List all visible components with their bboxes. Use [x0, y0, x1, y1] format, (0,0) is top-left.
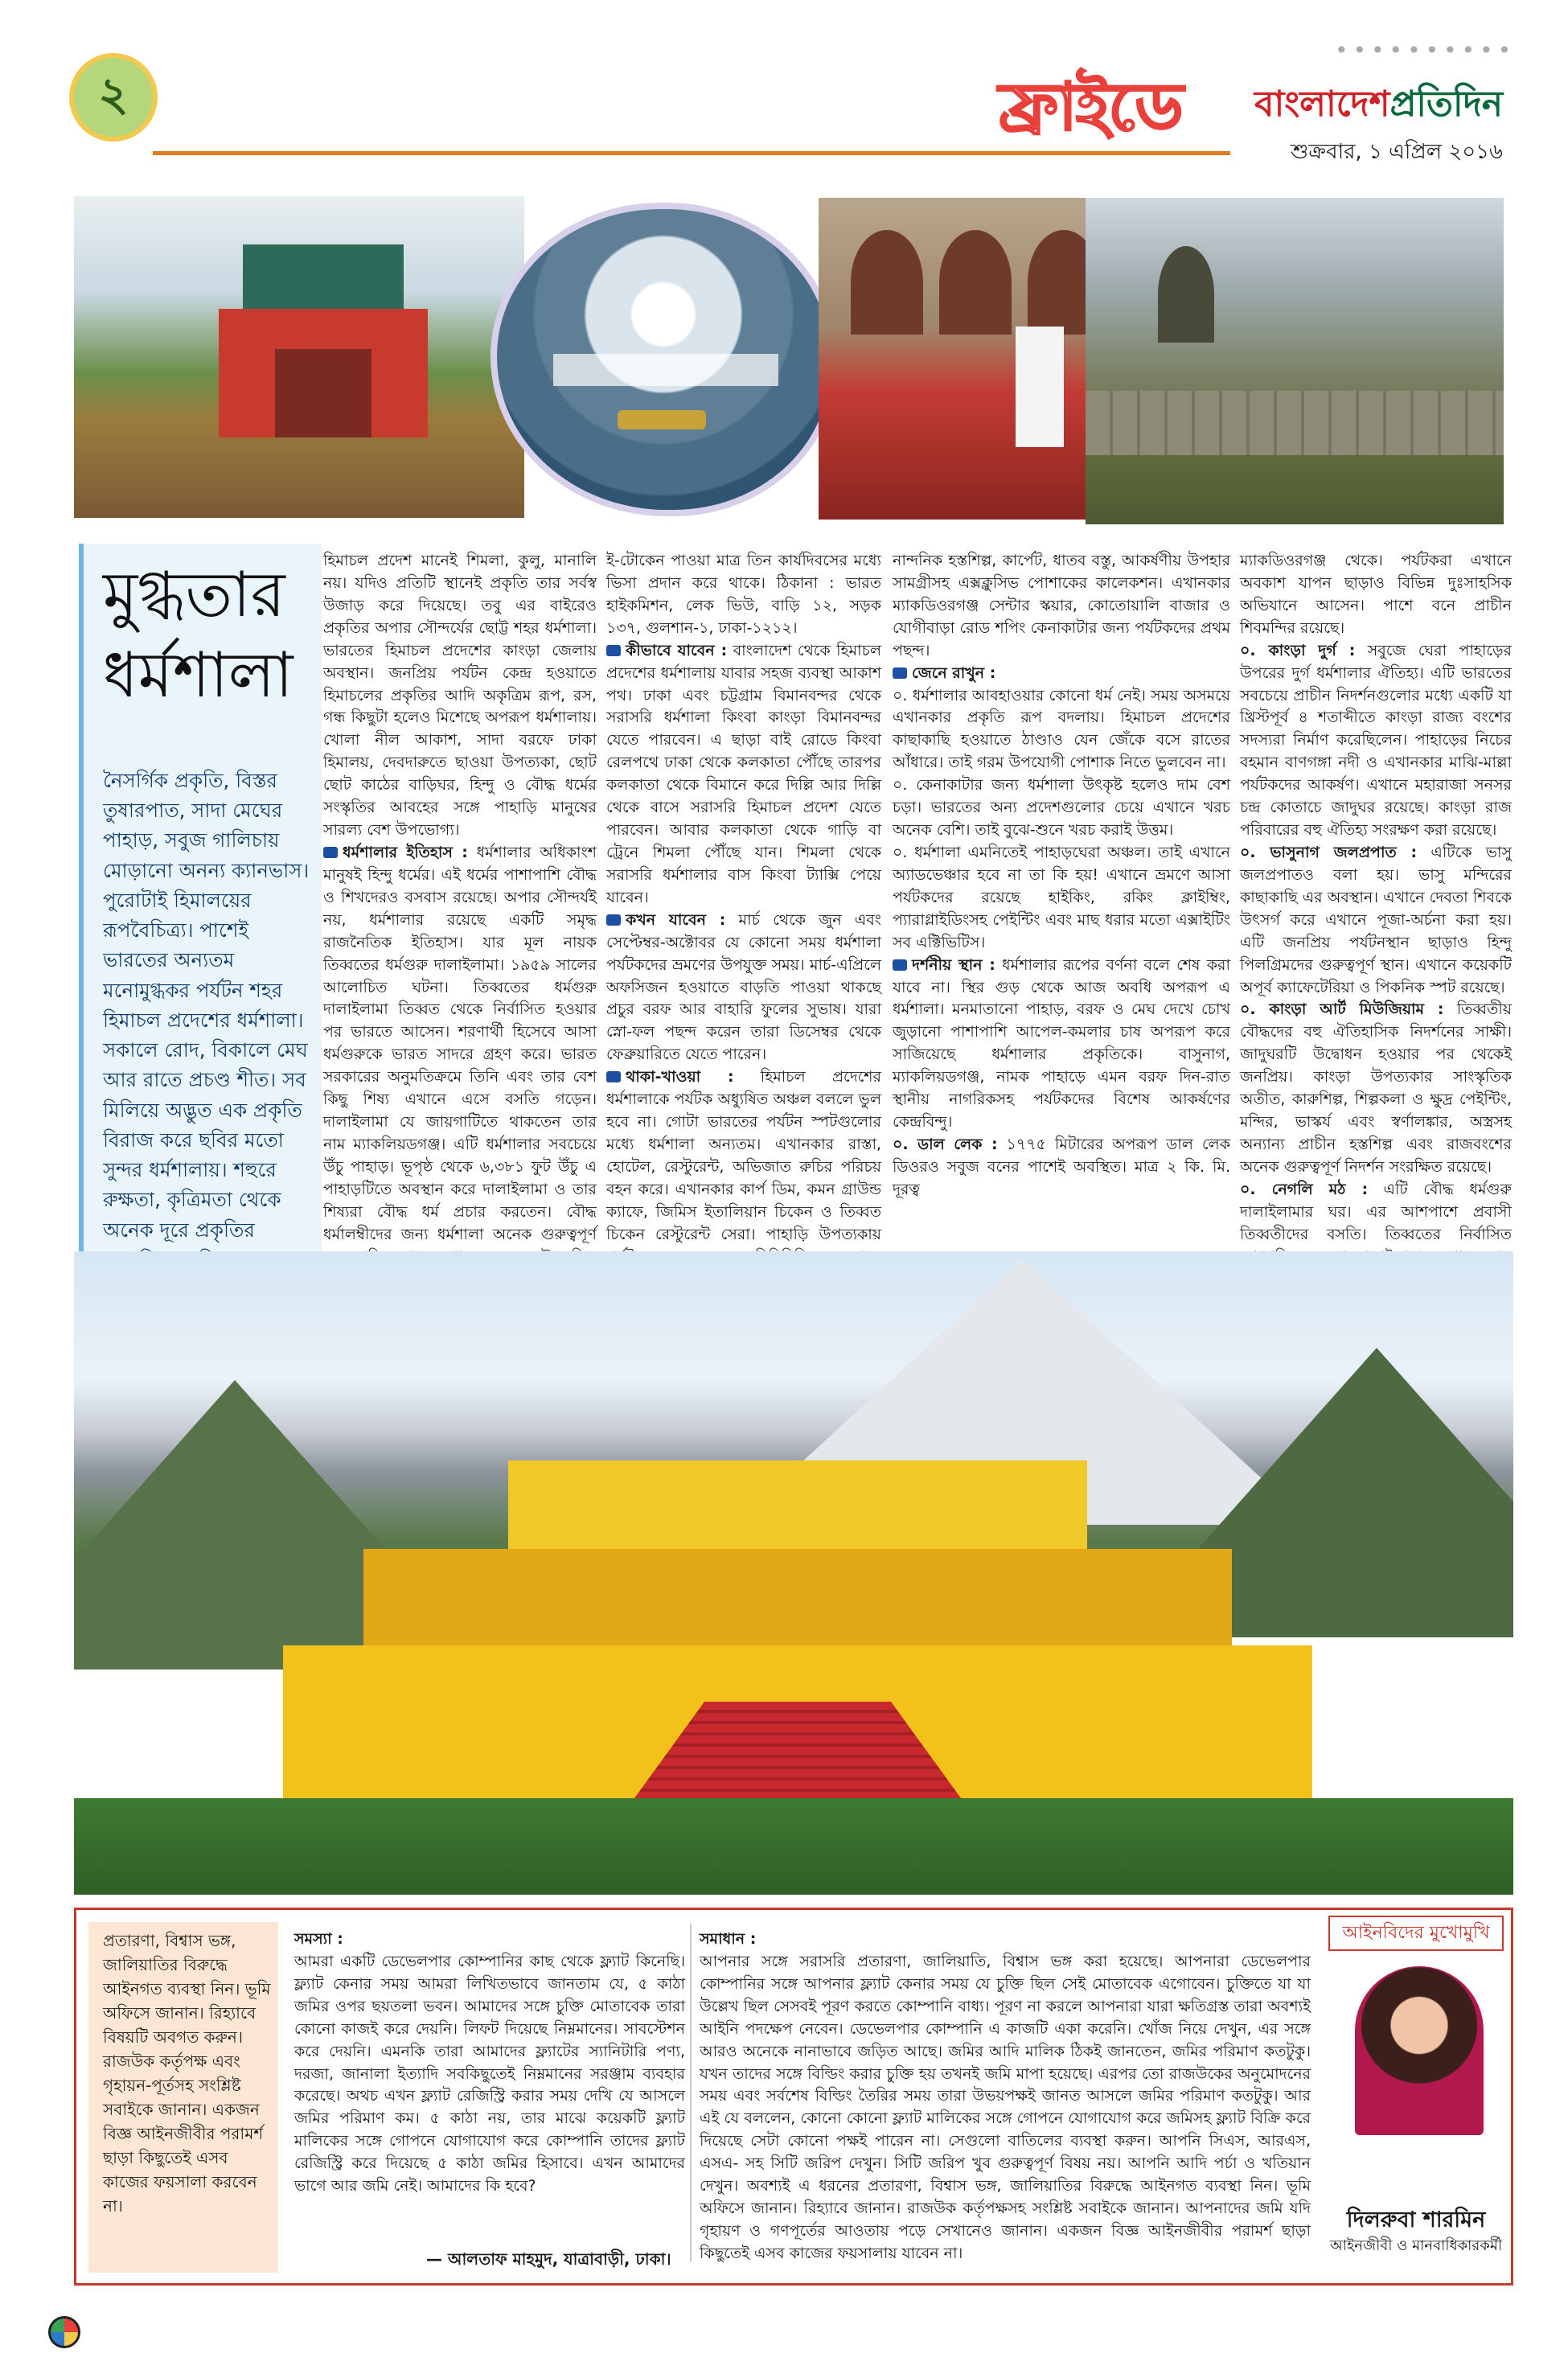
issue-date: শুক্রবার, ১ এপ্রিল ২০১৬ — [1291, 140, 1503, 164]
c2-subhead-how-to-go: কীভাবে যাবেন : — [626, 641, 728, 659]
photo-fort-ruins — [1086, 198, 1504, 524]
legal-problem-text: আমরা একটি ডেভেলপার কোম্পানির কাছ থেকে ফ্ল্যাট কিনেছি। ফ্ল্যাট কেনার সময় আমরা লিখিতভাবে জানতাম যে, ৫ কাঠা জমির ওপর ছয়তলা ভবন। আমাদের সঙ্গে চুক্তি মোতাবেক তারা কোনো কাজই করে দেয়নি। লিফট দিয়েছে নিম্নমানের। সাবস্টেশন করে দেয়নি। এমনকি তারা আমাদের ফ্ল্যাটের স্যানিটারি পণ্য, দরজা, জানালা ইত্যাদি সবকিছুতেই নিম্নমানের সরঞ্জাম ব্যবহার করেছে। অথচ এখন ফ্ল্যাট রেজিস্ট্রি করার সময় দেখি যে আসলে জমির পরিমাণ কম। ৫ কাঠা নয়, তার মাঝে কয়েকটি ফ্ল্যাট মালিকের সঙ্গে গোপনে যোগাযোগ করে কোম্পানি তাদের ফ্ল্যাট রেজিস্ট্রি করে দিয়েছে ৫ কাঠা জমির হিসাবে। এখন আমাদের ভাগে আর জমি নেই। আমাদের কি হবে? — [294, 1952, 685, 2195]
article-column-2 — [606, 550, 881, 1336]
legal-divider — [690, 1924, 692, 2261]
legal-problem-heading: সমস্যা : — [294, 1930, 343, 1948]
c3-subhead-dal-lake: ০. ডাল লেক : — [893, 1135, 998, 1153]
c4-paragraph-5: এটি বৌদ্ধ ধর্মগুরু দালাইলামার ঘর। এর আশপাশে প্রবাসী তিব্বতীদের বসতি। তিব্বতের নির্বাসিত — [1240, 1180, 1512, 1243]
c4-paragraph-2: সবুজে ঘেরা পাহাড়ের উপরের দুর্গ ধর্মশালার ঐতিহ্য। এটি ভারতের সবচেয়ে প্রাচীন নিদর্শনগুলোর মধ্যে একটি যা খ্রিস্টপূর্ব ৪ শতাব্দীতে কাংড়া রাজ্য বংশের সদস্যরা নির্মাণ করেছিলেন। পাহাড়ের নিচের বহমান বাণগঙ্গা নদী ও এখানকার মাঝি-মাল্লা পর্যটকদের আকর্ষণ। এখানে মহারাজা সনসর চন্দ্র কোতাচে জাদুঘর রয়েছে। কাংড়া রাজ পরিবারের বহু ঐতিহ্য সংরক্ষণ করা রয়েছে। — [1240, 641, 1512, 840]
legal-problem-signature: — আলতাফ মাহমুদ, যাত্রাবাড়ী, ঢাকা। — [426, 2249, 671, 2269]
bus-icon — [606, 645, 621, 656]
legal-solution-text: আপনার সঙ্গে সরাসরি প্রতারণা, জালিয়াতি, বিশ্বাস ভঙ্গ করা হয়েছে। আপনারা ডেভেলপার কোম্পানির সঙ্গে আপনার ফ্ল্যাট কেনার সময় যে চুক্তি ছিল সেই মোতাবেক এগোবেন। চুক্তিতে যা যা উল্লেখ ছিল সেসবই পূরণ করতে কোম্পানি বাধ্য। পূরণ না করলে আপনারা যারা ক্ষতিগ্রস্ত তারা অবশ্যই আইনি পদক্ষেপ নেবেন। ডেভেলপার কোম্পানি এ কাজটি একা করেনি। খোঁজ নিয়ে দেখুন, এর সঙ্গে আরও অনেকে নানাভাবে জড়িত আছে। জমির আদি মালিক ঠিকই জানতেন, জমির পরিমাণ কতটুকু। যখন তাদের সঙ্গে বিল্ডিং করার চুক্তি হয় তখনই জমি মাপা হয়েছে। এরপর তো রাজউকের অনুমোদনের সময় এবং সর্বশেষ বিল্ডিং তৈরির সময় তারা উভয়পক্ষই জানত আসলে জমির পরিমাণ কতটুকু। আর এই যে বললেন, কোনো কোনো ফ্ল্যাট মালিকের সঙ্গে গোপনে যোগাযোগ করে জমিসহ ফ্ল্যাট বিক্রি করে দিয়েছে সেটা কোনো পক্ষই পারেন না। সেগুলো বাতিলের ব্যবস্থা করুন। আপনি সিএস, আরএস, এসএ- সহ সিটি জরিপ দেখুন। সিটি জরিপ খুব গুরুত্বপূর্ণ বিষয় নয়। আপনি আদি পর্চা ও খতিয়ান দেখুন। অবশ্যই এ ধরনের প্রতারণা, বিশ্বাস ভঙ্গ, জালিয়াতির বিরুদ্ধে আইনগত ব্যবস্থা নিন। ভূমি অফিসে জানান। রিহ্যাবে জানান। রাজউক কর্তৃপক্ষসহ সংশ্লিষ্ট সবাইকে জানান। আপনাদের জমি যদি গৃহায়ণ ও গণপূর্তের আওতায় পড়ে সেখানেও জানান। একজন বিজ্ঞ আইনজীবীর পরামর্শ ছাড়া কিছুতেই এসব কাজের ফয়সালায় যাবেন না। — [700, 1952, 1311, 2262]
article-column-4 — [1240, 550, 1512, 1358]
decorative-dots: •••••••••• — [1335, 37, 1517, 64]
c4-subhead-bhagsu-falls: ০. ভাসুনাগ জলপ্রপাত : — [1240, 843, 1418, 861]
bus-icon — [606, 914, 621, 926]
c4-paragraph-3: এটিকে ভাসু জলপ্রপাতও বলা হয়। ভাসু মন্দিরের কাছাকাছি এর অবস্থান। এখানে দেবতা শিবকে উৎসর্গ করে এখানে পূজা-অর্চনা করা হয়। এটি জনপ্রিয় পর্যটনস্থান ছাড়াও হিন্দু পিলগ্রিমদের গুরুত্বপূর্ণ স্থান। এখানে কয়েকটি অপূর্ব ক্যাফেটেরিয়া ও পিকনিক স্পট রয়েছে। — [1240, 843, 1513, 996]
photo-lake-fountains — [491, 203, 836, 516]
legal-solution-heading: সমাধান : — [700, 1930, 757, 1948]
c2-paragraph-3: মার্চ থেকে জুন এবং সেপ্টেম্বর-অক্টোবর যে কোনো সময় ধর্মশালা পর্যটকদের ভ্রমণের উপযুক্ত সময়। মার্চ-এপ্রিলে অফসিজন হওয়াতে বাড়তি পাওয়া থাকছে প্রচুর বরফ আর বাহারি ফুলের সুভাষ। যারা স্নো-ফল পছন্দ করেন তারা ডিসেম্বর থেকে ফেব্রুয়ারিতে যেতে পারেন। — [606, 910, 881, 1064]
c4-subhead-art-museum: ০. কাংড়া আর্ট মিউজিয়াম : — [1240, 1000, 1444, 1019]
bus-icon — [893, 667, 907, 679]
expert-role: আইনজীবী ও মানবাধিকারকর্মী — [1329, 2237, 1503, 2254]
c3-paragraph-4: ১৭৭৫ মিটারের অপরূপ ডাল লেক ডিওরও সবুজ বনের পাশেই অবস্থিত। মাত্র ২ কি. মি. দূরত্ব — [893, 1135, 1231, 1198]
c2-subhead-stay-food: থাকা-খাওয়া : — [626, 1068, 734, 1086]
c4-paragraph-4: তিব্বতীয় বৌদ্ধদের বহু ঐতিহাসিক নিদর্শনের সাক্ষী। জাদুঘরটি উদ্বোধন হওয়ার পর থেকেই জনপ্রিয়। কাংড়া উপত্যকার সাংস্কৃতিক অতীত, কারুশিল্প, শিল্পকলা ও ক্ষুদ্র পেইন্টিং, মন্দির, ভাস্কর্য এবং স্বর্ণালঙ্কার, অস্ত্রসহ অন্যান্য প্রাচীন হস্তশিল্প এবং রাজবংশের অনেক গুরুত্বপূর্ণ নিদর্শন সংরক্ষিত রয়েছে। — [1240, 1000, 1512, 1176]
expert-portrait — [1355, 1966, 1484, 2135]
photo-museum-interior — [819, 198, 1116, 520]
c4-subhead-monastery: ০. নেগলি মঠ : — [1240, 1180, 1369, 1198]
legal-summary-text: প্রতারণা, বিশ্বাস ভঙ্গ, জালিয়াতির বিরুদ্ধে আইনগত ব্যবস্থা নিন। ভূমি অফিসে জানান। রিহ্যাবে বিষয়টি অবগত করুন। রাজউক কর্তৃপক্ষ এবং গৃহায়ন-পূর্তসহ সংশ্লিষ্ট সবাইকে জানান। একজন বিজ্ঞ আইনজীবীর পরামর্শ ছাড়া কিছুতেই এসব কাজের ফয়সালা করবেন না। — [103, 1931, 271, 2216]
c3-paragraph-1: নান্দনিক হস্তশিল্প, কার্পেট, ধাতব বস্তু, আকর্ষণীয় উপহার সামগ্রীসহ এক্সক্লুসিভ পোশাকের কালেকশন। এখানকার ম্যাকডিওরগঞ্জ সেন্টার স্কয়ার, কোতোয়ালি বাজার ও যোগীবাড়া রোড শপিং কেনাকাটার জন্য পর্যটকদের প্রথম পছন্দ। — [893, 552, 1230, 659]
newspaper-name-part2: প্রতিদিন — [1389, 84, 1503, 125]
c3-subhead-sights: দর্শনীয় স্থান : — [912, 955, 995, 974]
c2-subhead-when-to-go: কখন যাবেন : — [626, 910, 726, 929]
c3-paragraph-2: ০. ধর্মশালার আবহাওয়ার কোনো ধর্ম নেই। সময় অসময়ে এখানকার প্রকৃতি রূপ বদলায়। হিমাচল প্রদেশের কাছাকাছি হওয়াতে ঠাণ্ডাও যেন জেঁকে বসে রাতের আঁধারে। তাই গরম উপযোগী পোশাক নিতে ভুলবেন না। ০. কেনাকাটার জন্য ধর্মশালা উৎকৃষ্ট হলেও দাম বেশ চড়া। ভারতের অন্য প্রদেশগুলোর চেয়ে এখানে খরচ অনেক বেশি। তাই বুঝে-শুনে খরচ করাই উত্তম। ০. ধর্মশালা এমনিতেই পাহাড়ঘেরা অঞ্চল। তাই এখানে অ্যাডভেঞ্চার হবে না তা কি হয়! এখানে ভ্রমণে আসা পর্যটকদের রয়েছে হাইকিং, রকিং ক্লাইম্বিং, প্যারাগ্লাইডিংসহ পেইন্টিং এবং মাছ ধরার মতো এক্সাইটিং সব এক্টিভিটিস। — [893, 686, 1230, 951]
newspaper-name-part1: বাংলাদেশ — [1254, 84, 1390, 125]
c2-paragraph-2: বাংলাদেশ থেকে হিমাচল প্রদেশের ধর্মশালায় যাবার সহজ ব্যবস্থা আকাশ পথ। ঢাকা এবং চট্টগ্রাম বিমানবন্দর থেকে সরাসরি ধর্মশালা কিংবা কাংড়া বিমানবন্দর যেতে পারবেন। এ ছাড়া বাই রোডে কিংবা রেলপথে ঢাকা থেকে কলকাতা পৌঁছে তারপর কলকাতা থেকে বিমানে করে দিল্লি আর দিল্লি থেকে বাসে সরাসরি হিমাচল প্রদেশ যেতে পারবেন। আবার কলকাতা থেকে গাড়ি বা ট্রেনে শিমলা পৌঁছে যান। শিমলা থেকে সরাসরি ধর্মশালার বাস কিংবা ট্যাক্সি পেয়ে যাবেন। — [606, 641, 881, 906]
c1-subhead-history: ধর্মশালার ইতিহাস : — [343, 843, 468, 861]
feature-intro: নৈসর্গিক প্রকৃতি, বিস্তর তুষারপাত, সাদা মেঘের পাহাড়, সবুজ গালিচায় মোড়ানো অনন্য ক্যানভাস। পুরোটাই হিমালয়ের রূপবৈচিত্র্য। পাশেই ভারতের অন্যতম মনোমুগ্ধকর পর্যটন শহর হিমাচল প্রদেশের ধর্মশালা। সকালে রোদ, বিকালে মেঘ আর রাতে প্রচণ্ড শীত। সব মিলিয়ে অদ্ভুত এক প্রকৃতি বিরাজ করে ছবির মতো সুন্দর ধর্মশালায়। শহুরে রুক্ষতা, কৃত্রিমতা থেকে অনেক দূরে প্রকৃতির — [103, 769, 310, 1242]
c2-paragraph-1: ই-টোকেন পাওয়া মাত্র তিন কার্যদিবসের মধ্যে ভিসা প্রদান করে থাকে। ঠিকানা : ভারত হাইকমিশন, লেক ভিউ, বাড়ি ১২, সড়ক ১৩৭, গুলশান-১, ঢাকা-১২১২। — [606, 552, 881, 637]
page-number: ২ — [69, 53, 158, 142]
c2-paragraph-4: হিমাচল প্রদেশের ধর্মশালাকে পর্যটক অধ্যুষিত অঞ্চল বললে ভুল হবে না। গোটা ভারতের পর্যটন স্পটগুলোর মধ্যে ধর্মশালা অন্যতম। এখানকার রাস্তা, হোটেল, রেস্টুরেন্ট, অভিজাত রুচির পরিচয় বহন করে। এখানকার কার্প ডিম, কমন গ্রাউন্ড ক্যাফে, জিমিস ইতালিয়ান চিকেন ও তিব্বত চিকেন রেস্টুরেন্ট সেরা। পাহাড়ি উপত্যকায় — [606, 1068, 881, 1243]
photo-temple-gate — [74, 196, 524, 518]
c1-paragraph-1: হিমাচল প্রদেশ মানেই শিমলা, কুলু, মানালি নয়। যদিও প্রতিটি স্থানেই প্রকৃতি তার সর্বস্ব উজাড় করে দিয়েছে। তবু এর বাইরেও প্রকৃতির অপার সৌন্দর্যের ছোট্ট শহর ধর্মশালা। ভারতের হিমাচল প্রদেশের কাংড়া জেলায় অবস্থান। জনপ্রিয় পর্যটন কেন্দ্র হওয়াতে হিমাচলের প্রকৃতির আদি অকৃত্রিম রূপ, রস, গন্ধ কিছুটা হলেও মিশেছে অপরূপ ধর্মশালায়। খোলা নীল আকাশ, সাদা বরফে ঢাকা হিমালয়, দেবদারুতে ছাওয়া উপত্যকা, ছোট ছোট কাঠের বাড়িঘর, হিন্দু ও বৌদ্ধ ধর্মের সংস্কৃতির আবহের সঙ্গে পাহাড়ি মানুষের সারল্য বেশ উপভোগ্য। — [323, 552, 597, 840]
c1-paragraph-2: ধর্মশালার অধিকাংশ মানুষই হিন্দু ধর্মের। এই ধর্মের পাশাপাশি বৌদ্ধ ও শিখদেরও বসবাস রয়েছে। অপার সৌন্দর্যই নয়, ধর্মশালার রয়েছে একটি সমৃদ্ধ রাজনৈতিক ইতিহাস। যার মূল নায়ক তিব্বতের ধর্মগুরু দালাইলামা। ১৯৫৯ সালের আলোচিত ঘটনা। তিব্বতের ধর্মগুরু দালাইলামা তিব্বত থেকে নির্বাসিত হওয়ার পর ভারতে আসেন। শরণার্থী হিসেবে আসা ধর্মগুরুকে ভারত সাদরে গ্রহণ করে। ভারত সরকারের অনুমতিক্রমে তিনি এবং তার বেশ কিছু শিষ্য এখানে এসে বসতি গড়েন। দালাইলামা যে জায়গাটিতে থাকতেন তার নাম ম্যাকলিয়ডগঞ্জ। এটি ধর্মশালার সবচেয়ে উঁচু পাহাড়। ভূপৃষ্ঠ থেকে ৬,৩৮১ ফুট উঁচু এ পাহাড়টিতে অবস্থান করে দালাইলামা ও তার শিষ্যরা বৌদ্ধ ধর্ম প্রচার করতেন। বৌদ্ধ ধর্মালম্বীদের জন্য ধর্মশালা অনেক গুরুত্বপূর্ণ — [323, 843, 597, 1243]
c4-paragraph-1: ম্যাকডিওরগঞ্জ থেকে। পর্যটকরা এখানে অবকাশ যাপন ছাড়াও বিভিন্ন দুঃসাহসিক অভিযানে আসেন। পাশে বনে প্রাচীন শিবমন্দির রয়েছে। — [1240, 552, 1512, 637]
c3-paragraph-3: ধর্মশালার রূপের বর্ণনা বলে শেষ করা যাবে না। স্থির গুড় থেকে আজ অবধি অপরূপ এ ধর্মশালা। মনমাতানো পাহাড়, বরফ ও মেঘ দেখে চোখ জুড়ানো পাশাপাশি আপেল-কমলার চাষ অপরূপ করে সাজিয়েছে ধর্মশালার প্রকৃতিকে। বাসুনাগ, ম্যাকলিয়ডগঞ্জ, নামক পাহাড়ে এমন বরফ দিন-রাত স্থানীয় নাগরিকসহ পর্যটকদের বিশেষ আকর্ষণের কেন্দ্রবিন্দু। — [893, 955, 1230, 1132]
c4-subhead-kangra-fort: ০. কাংড়া দুর্গ : — [1240, 641, 1356, 659]
expert-section-heading: আইনবিদের মুখোমুখি — [1328, 1916, 1504, 1951]
c3-subhead-know: জেনে রাখুন : — [912, 663, 996, 682]
newspaper-name — [1254, 77, 1503, 136]
photo-monastery-mountains — [74, 1251, 1513, 1895]
registration-mark-icon — [48, 2316, 80, 2348]
bus-icon — [606, 1071, 621, 1082]
section-logo: ফ্রাইডে — [999, 68, 1182, 146]
bus-icon — [323, 847, 338, 858]
article-column-3 — [893, 550, 1230, 1201]
expert-name: দিলরুবা শারমিন — [1346, 2208, 1486, 2232]
legal-problem — [294, 1928, 685, 2198]
legal-solution — [700, 1928, 1311, 2265]
bus-icon — [893, 959, 907, 971]
feature-title-line1: মুগ্ধতার — [103, 559, 285, 631]
feature-title-line2: ধর্মশালা — [103, 639, 293, 712]
